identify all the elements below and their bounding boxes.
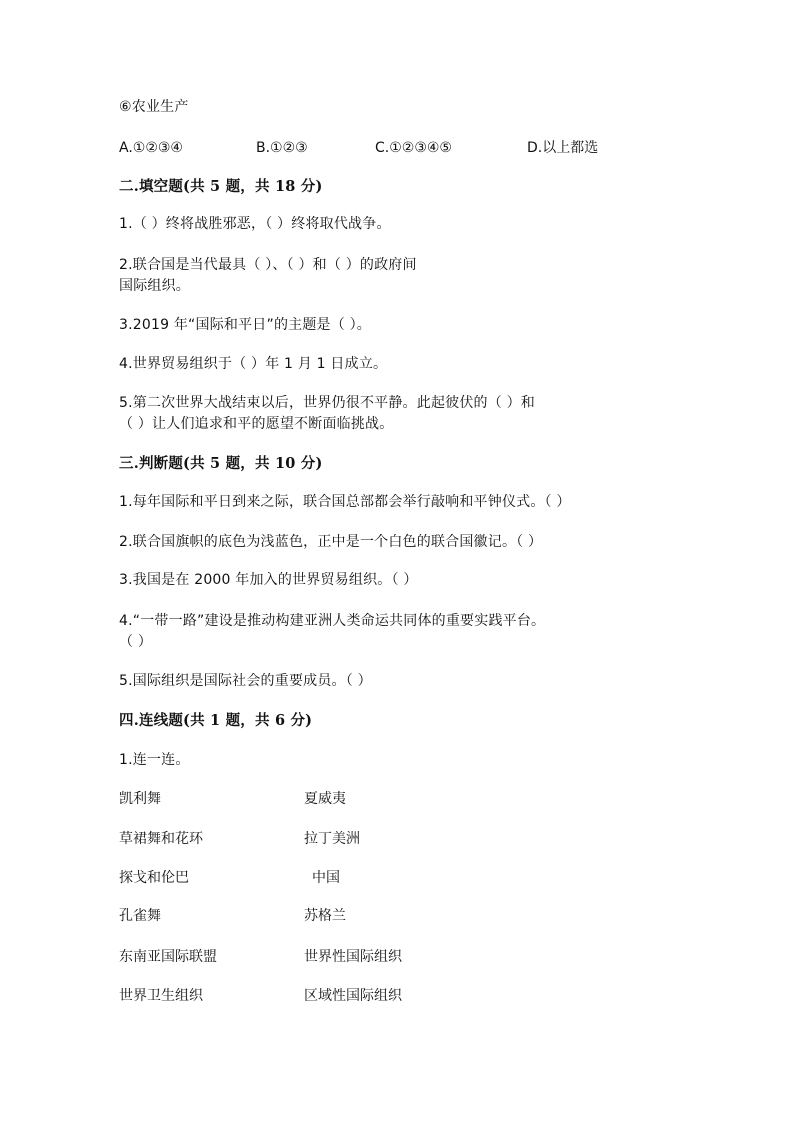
match-right-item: 中国 bbox=[312, 870, 340, 886]
fill-question-2-line-1: 2.联合国是当代最具（ ）、（ ）和（ ）的政府间 bbox=[119, 257, 417, 273]
judge-question-5: 5.国际组织是国际社会的重要成员。（ ） bbox=[119, 673, 372, 689]
match-left-item: 孔雀舞 bbox=[119, 908, 161, 924]
fill-question-2-line-2: 国际组织。 bbox=[119, 278, 190, 294]
section-2-heading: 二.填空题(共 5 题，共 18 分) bbox=[119, 178, 323, 195]
match-right-item: 世界性国际组织 bbox=[304, 949, 402, 965]
section-4-heading: 四.连线题(共 1 题，共 6 分) bbox=[119, 712, 313, 729]
match-question-1: 1.连一连。 bbox=[119, 752, 190, 768]
fill-question-3: 3.2019 年“国际和平日”的主题是（ ）。 bbox=[119, 317, 371, 333]
match-left-item: 凯利舞 bbox=[119, 791, 161, 807]
fill-question-1: 1.（ ）终将战胜邪恶，（ ）终将取代战争。 bbox=[119, 216, 391, 232]
judge-question-2: 2.联合国旗帜的底色为浅蓝色，正中是一个白色的联合国徽记。（ ） bbox=[119, 534, 543, 550]
choice-c: C.①②③④⑤ bbox=[375, 140, 452, 156]
judge-question-1: 1.每年国际和平日到来之际，联合国总部都会举行敲响和平钟仪式。（ ） bbox=[119, 494, 571, 510]
choice-b: B.①②③ bbox=[256, 140, 308, 156]
match-right-item: 拉丁美洲 bbox=[304, 831, 360, 847]
match-left-item: 东南亚国际联盟 bbox=[119, 949, 217, 965]
fill-question-5-line-1: 5.第二次世界大战结束以后，世界仍很不平静。此起彼伏的（ ）和 bbox=[119, 395, 536, 411]
match-right-item: 区域性国际组织 bbox=[304, 988, 402, 1004]
match-left-item: 世界卫生组织 bbox=[119, 988, 203, 1004]
match-right-item: 夏威夷 bbox=[304, 791, 346, 807]
judge-question-4-line-1: 4.“一带一路”建设是推动构建亚洲人类命运共同体的重要实践平台。 bbox=[119, 613, 546, 629]
judge-question-4-line-2: （ ） bbox=[119, 634, 153, 650]
match-left-item: 草裙舞和花环 bbox=[119, 831, 203, 847]
choice-d: D.以上都选 bbox=[527, 140, 599, 156]
judge-question-3: 3.我国是在 2000 年加入的世界贸易组织。（ ） bbox=[119, 572, 418, 588]
fill-question-5-line-2: （ ）让人们追求和平的愿望不断面临挑战。 bbox=[119, 416, 394, 432]
section-3-heading: 三.判断题(共 5 题，共 10 分) bbox=[119, 455, 323, 472]
match-right-item: 苏格兰 bbox=[304, 908, 346, 924]
fill-question-4: 4.世界贸易组织于（ ）年 1 月 1 日成立。 bbox=[119, 356, 388, 372]
option-item-6: ⑥农业生产 bbox=[119, 99, 189, 115]
match-left-item: 探戈和伦巴 bbox=[119, 870, 189, 886]
choice-a: A.①②③④ bbox=[119, 140, 183, 156]
